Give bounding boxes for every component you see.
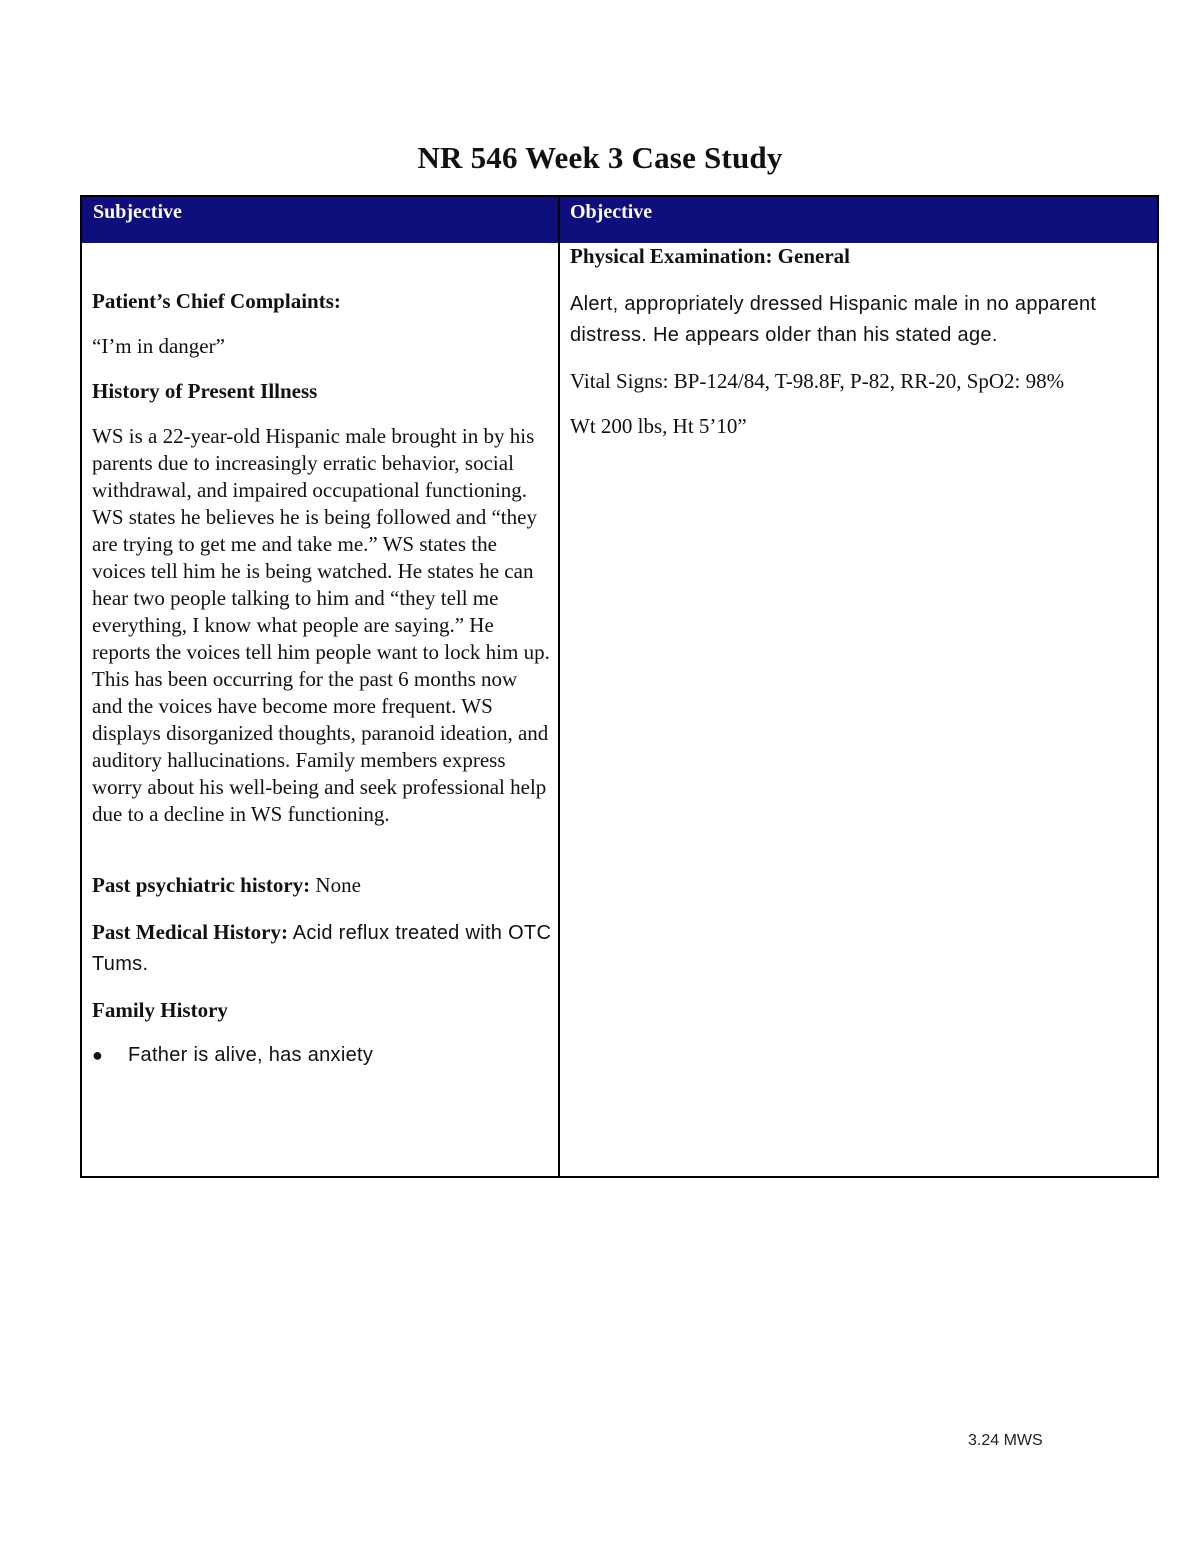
family-history-label: Family History	[92, 998, 228, 1022]
weight-height-text: Wt 200 lbs, Ht 5’10”	[570, 414, 747, 438]
general-exam-value: Alert, appropriately dressed Hispanic male in no apparent distress. He appears older than his stated age.	[570, 293, 1097, 346]
past-medical-label: Past Medical History:	[92, 920, 288, 944]
past-medical-history	[92, 917, 552, 979]
bullet-icon: ●	[92, 1045, 103, 1065]
hpi-label: History of Present Illness	[92, 379, 318, 403]
column-divider	[558, 197, 560, 1176]
chief-complaints-label: Patient’s Chief Complaints:	[92, 289, 341, 313]
list-item	[92, 1042, 552, 1069]
physical-exam-label: Physical Examination: General	[570, 244, 850, 268]
vital-signs-text: Vital Signs: BP-124/84, T-98.8F, P-82, RR-20, SpO2: 98%	[570, 369, 1065, 393]
objective-column	[570, 243, 1150, 458]
subjective-header: Subjective	[93, 201, 182, 223]
past-psych-label: Past psychiatric history:	[92, 873, 311, 897]
objective-header: Objective	[570, 201, 653, 223]
subjective-column	[92, 288, 552, 1069]
past-psych-value: None	[310, 873, 361, 897]
family-history-item: Father is alive, has anxiety	[128, 1044, 374, 1066]
document-title: NR 546 Week 3 Case Study	[417, 140, 783, 175]
table-header-row	[82, 197, 1157, 243]
chief-complaint-quote: “I’m in danger”	[92, 334, 225, 358]
past-medical-value: Acid reflux treated with OTC Tums.	[92, 922, 552, 975]
hpi-text: WS is a 22-year-old Hispanic male brought in by his parents due to increasingly erratic behavior, social withdrawal, and impaired occupational functioning. WS states he believes he is being followed and “they are trying to get me and take me.” WS states the voices tell him he is being watched. He states he can hear two people talking to him and “they tell me everything, I know what people are saying.” He reports the voices tell him people want to lock him up. This has been occurring for the past 6 months now and the voices have become more frequent. WS displays disorganized thoughts, paranoid ideation, and auditory hallucinations. Family members express worry about his well-being and seek professional help due to a decline in WS functioning.	[92, 424, 550, 826]
past-psych-history	[92, 872, 552, 899]
footer-note: 3.24 MWS	[968, 1432, 1043, 1449]
general-exam-text	[570, 288, 1150, 350]
